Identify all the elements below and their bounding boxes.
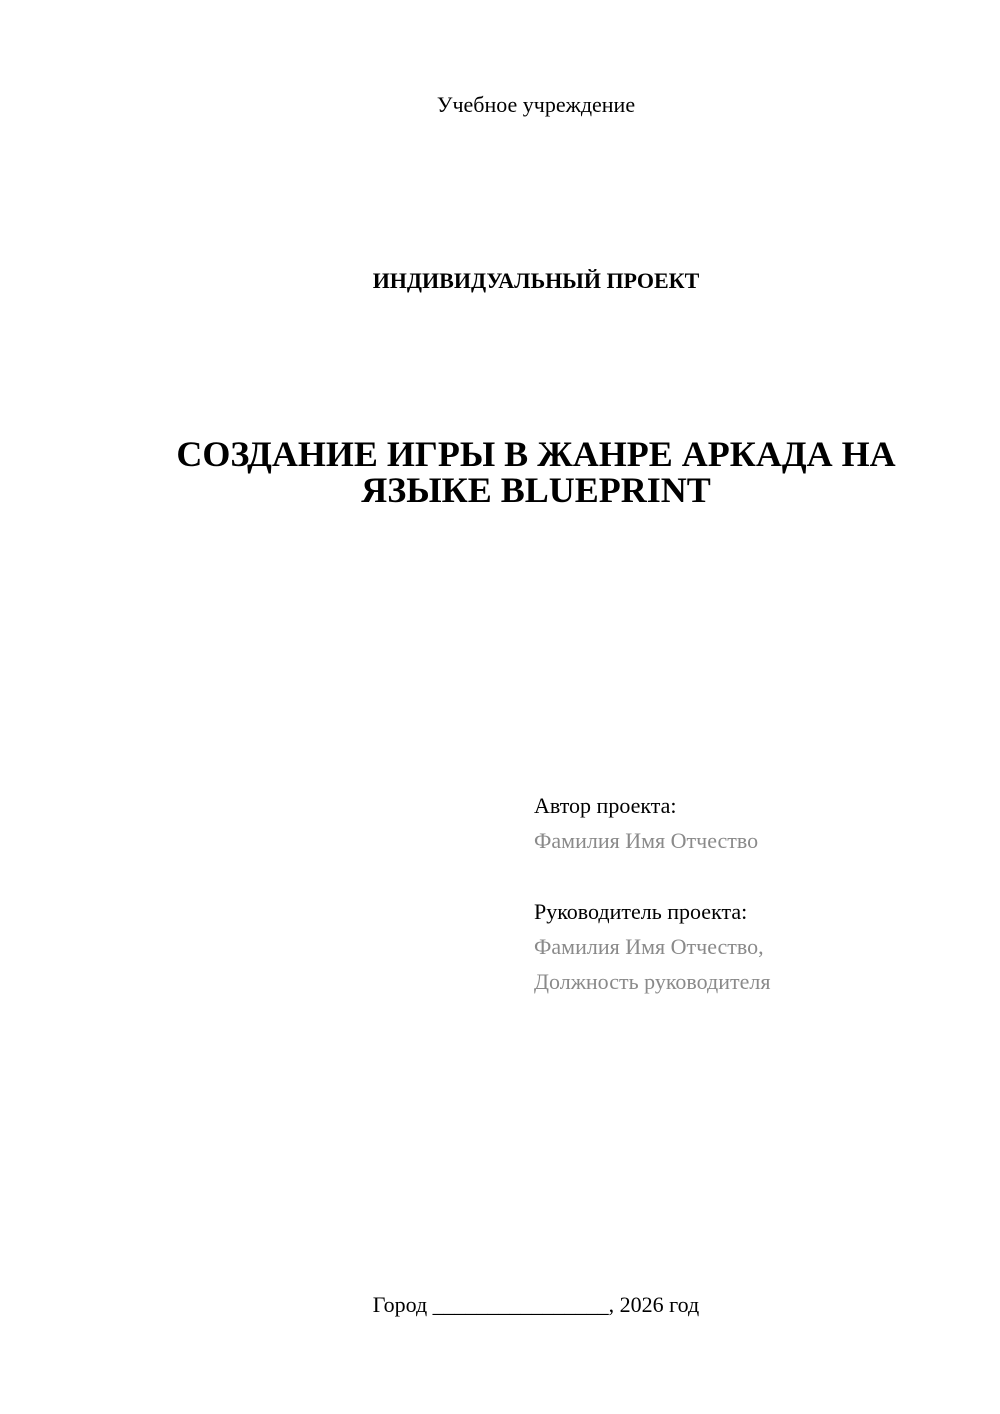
- info-spacer: [534, 858, 974, 894]
- author-name: Фамилия Имя Отчество: [534, 828, 759, 853]
- author-label: Автор проекта:: [534, 793, 677, 818]
- project-info-block: [534, 788, 974, 999]
- supervisor-label: Руководитель проекта:: [534, 899, 748, 924]
- city-label: Город: [372, 1292, 428, 1317]
- supervisor-name: Фамилия Имя Отчество,: [534, 934, 764, 959]
- project-title: [100, 436, 972, 508]
- supervisor-position: Должность руководителя: [534, 969, 771, 994]
- city-year-line: [0, 1290, 1000, 1320]
- institution-name: Учебное учреждение: [436, 92, 636, 117]
- document-type: ИНДИВИДУАЛЬНЫЙ ПРОЕКТ: [372, 268, 700, 293]
- year-label: , 2026 год: [608, 1292, 700, 1317]
- project-title-line-2: ЯЗЫКЕ BLUEPRINT: [361, 470, 711, 510]
- project-title-line-1: СОЗДАНИЕ ИГРЫ В ЖАНРЕ АРКАДА НА: [176, 434, 896, 474]
- city-blank-line: ________________: [432, 1292, 609, 1317]
